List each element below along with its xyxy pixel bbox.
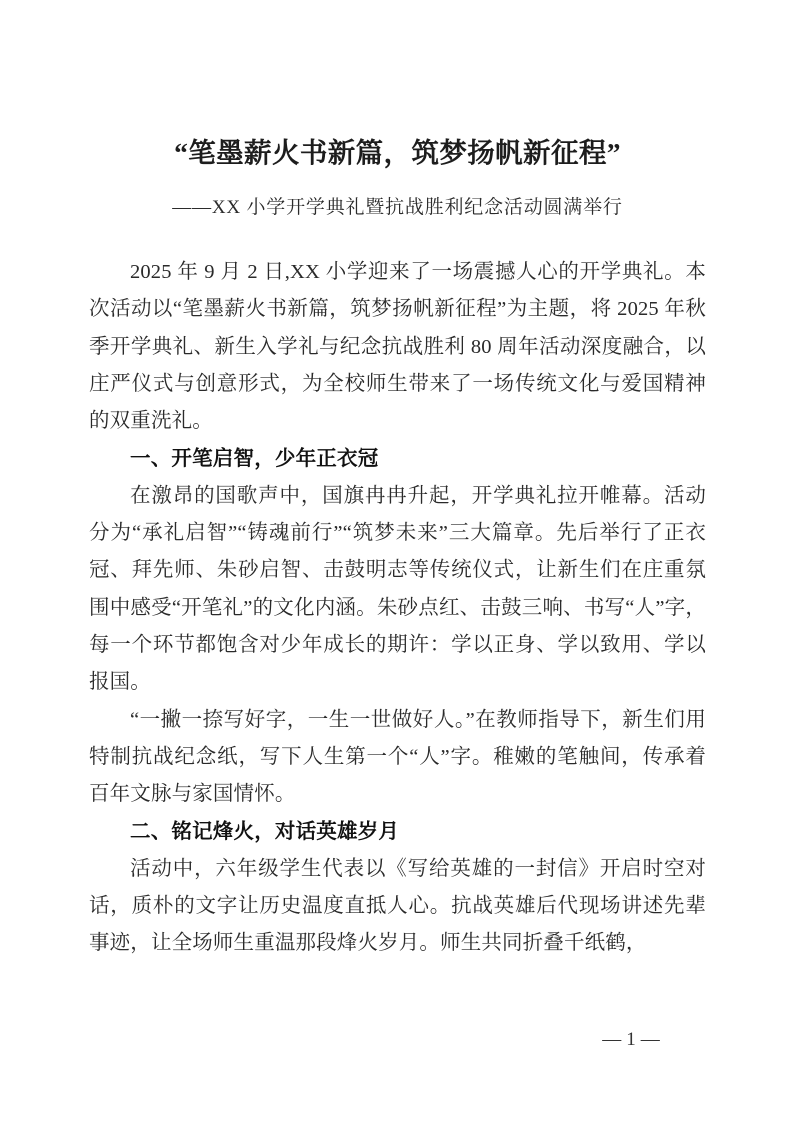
paragraph-1-2: “一撇一捺写好字，一生一世做好人。”在教师指导下，新生们用特制抗战纪念纸，写下人生第一个“人”字。稚嫩的笔触间，传承着百年文脉与家国情怀。 (89, 708, 706, 806)
page-number-group (602, 1029, 663, 1051)
paragraph-intro: 2025 年 9 月 2 日,XX 小学迎来了一场震撼人心的开学典礼。本次活动以“笔墨薪火书新篇，筑梦扬帆新征程”为主题，将 2025 年秋季开学典礼、新生入学礼与纪念抗战胜利 80 周年活动深度融合，以庄严仪式与创意形式，为全校师生带来了一场传统文化与爱国精神的双重洗礼。 (89, 261, 706, 433)
section-heading-2: 二、铭记烽火，对话英雄岁月 (130, 820, 400, 844)
section-heading-1: 一、开笔启智，少年正衣冠 (130, 447, 379, 471)
page-subtitle: ——XX 小学开学典礼暨抗战胜利纪念活动圆满举行 (172, 197, 623, 218)
page-content (89, 0, 706, 963)
paragraph-1-1: 在激昂的国歌声中，国旗冉冉升起，开学典礼拉开帷幕。活动分为“承礼启智”“铸魂前行”“筑梦未来”三大篇章。先后举行了正衣冠、拜先师、朱砂启智、击鼓明志等传统仪式，让新生们在庄重氛围中感受“开笔礼”的文化内涵。朱砂点红、击鼓三响、书写“人”字，每一个环节都饱含对少年成长的期许：学以正身、学以致用、学以报国。 (89, 484, 706, 694)
footer-dash-left: — (602, 1029, 625, 1050)
page-number: 1 (626, 1029, 639, 1050)
page-title: “笔墨薪火书新篇，筑梦扬帆新征程” (174, 137, 621, 168)
footer-dash-right: — (640, 1029, 663, 1050)
document-body (89, 225, 706, 963)
paragraph-2-1: 活动中，六年级学生代表以《写给英雄的一封信》开启时空对话，质朴的文字让历史温度直抵人心。抗战英雄后代现场讲述先辈事迹，让全场师生重温那段烽火岁月。师生共同折叠千纸鹤， (89, 857, 706, 955)
page-footer (0, 1029, 793, 1051)
